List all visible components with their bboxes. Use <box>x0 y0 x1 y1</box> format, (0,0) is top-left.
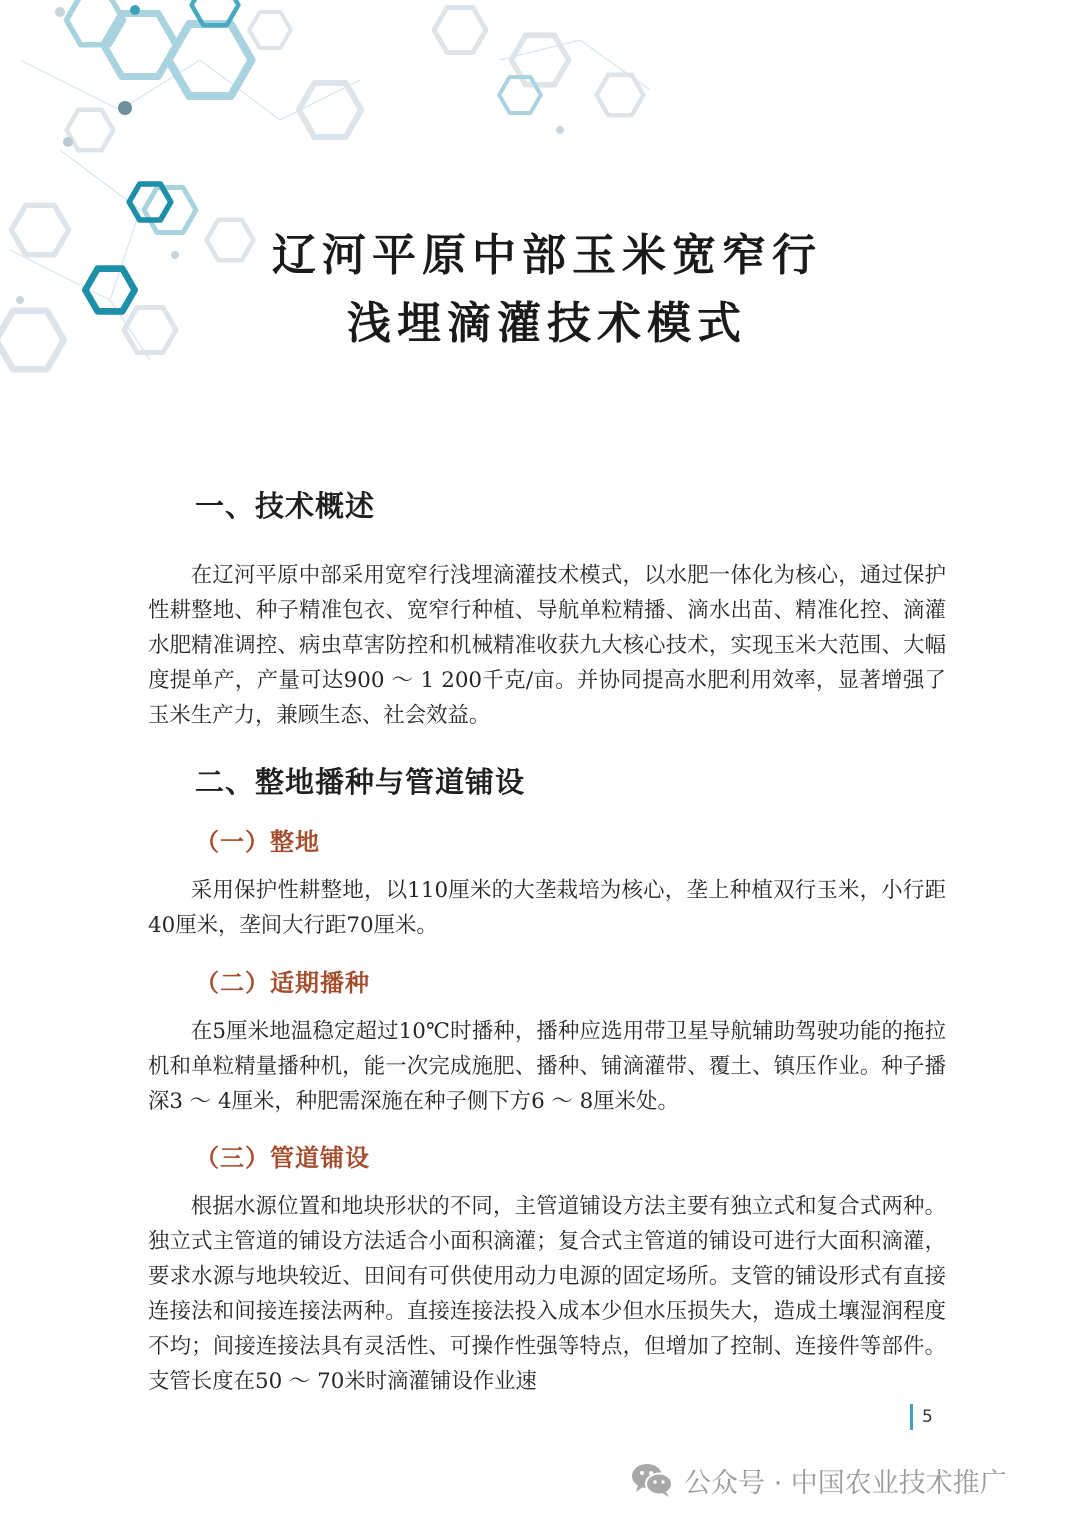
page-number-text: 5 <box>922 1407 933 1427</box>
watermark-text: 公众号 · 中国农业技术推广 <box>684 1467 1007 1499</box>
land-preparation-paragraph: 采用保护性耕整地，以110厘米的大垄栽培为核心，垄上种植双行玉米，小行距40厘米，垄间大行距70厘米。 <box>148 878 946 938</box>
subheading-timely-sowing: （二）适期播种 <box>195 969 370 997</box>
overview-paragraph: 在辽河平原中部采用宽窄行浅埋滴灌技术模式，以水肥一体化为核心，通过保护性耕整地、种子精准包衣、宽窄行种植、导航单粒精播、滴水出苗、精准化控、滴灌水肥精准调控、病虫草害防控和机械精准收获九大核心技术，实现玉米大范围、大幅度提单产，产量可达900 ～ 1 200千克/亩。并协同提高水肥利用效率，显著增强了玉米生产力，兼顾生态、社会效益。 <box>148 563 946 728</box>
page-number-bar <box>910 1404 913 1430</box>
wechat-watermark <box>630 1458 1007 1502</box>
title-line-2: 浅埋滴灌技术模式 <box>347 298 747 349</box>
page-number <box>910 1404 933 1430</box>
section-heading-sowing: 二、整地播种与管道铺设 <box>195 765 526 799</box>
section-heading-overview: 一、技术概述 <box>195 489 376 523</box>
pipe-laying-paragraph: 根据水源位置和地块形状的不同，主管道铺设方法主要有独立式和复合式两种。独立式主管道的铺设方法适合小面积滴灌；复合式主管道的铺设可进行大面积滴灌，要求水源与地块较近、田间有可供使用动力电源的固定场所。支管的铺设形式有直接连接法和间接连接法两种。直接连接法投入成本少但水压损失大，造成土壤湿润程度不均；间接连接法具有灵活性、可操作性强等特点，但增加了控制、连接件等部件。支管长度在50 ～ 70米时滴灌铺设作业速 <box>148 1194 946 1394</box>
subheading-land-preparation: （一）整地 <box>195 828 320 856</box>
timely-sowing-paragraph: 在5厘米地温稳定超过10℃时播种，播种应选用带卫星导航辅助驾驶功能的拖拉机和单粒精量播种机，能一次完成施肥、播种、铺滴灌带、覆土、镇压作业。种子播深3 ～ 4厘米，种肥需深施在种子侧下方6 ～ 8厘米处。 <box>148 1019 946 1114</box>
document-title <box>0 222 1080 358</box>
subheading-pipe-laying: （三）管道铺设 <box>195 1144 370 1172</box>
wechat-icon <box>630 1462 674 1498</box>
title-line-1: 辽河平原中部玉米宽窄行 <box>272 230 822 281</box>
